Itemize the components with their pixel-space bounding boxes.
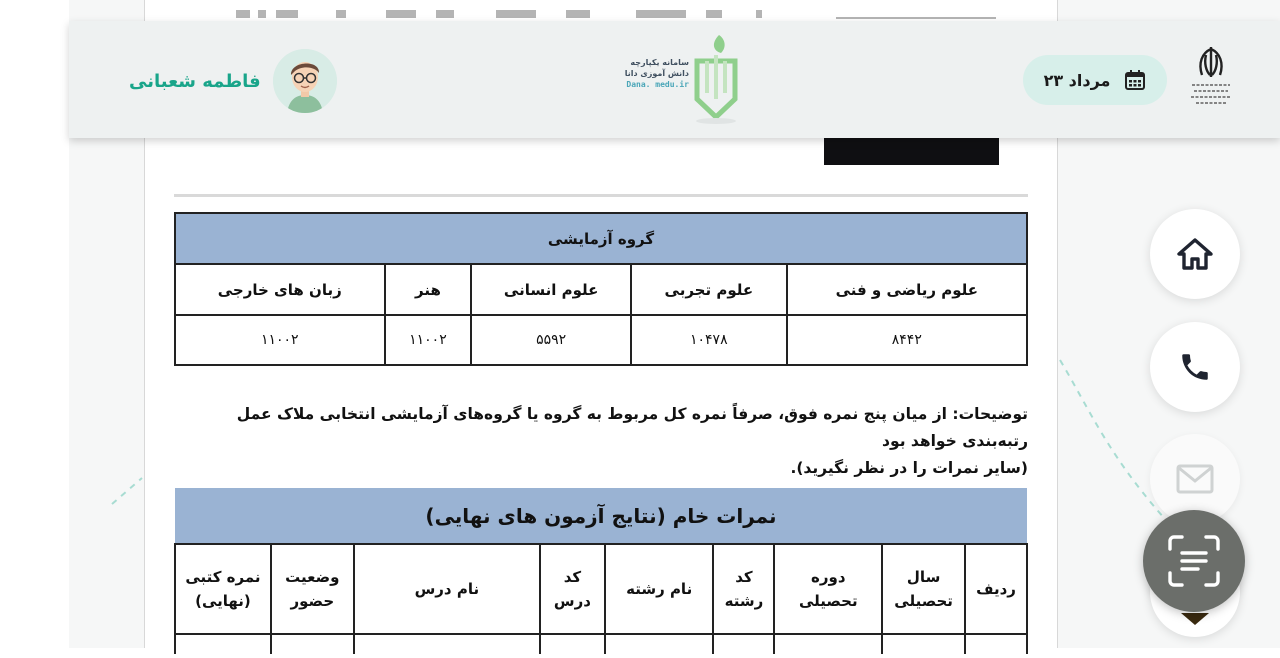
emblem-icon (1186, 45, 1236, 107)
table-cell: ۵۵۹۲ (471, 315, 631, 365)
phone-icon (1178, 350, 1212, 384)
user-name: فاطمه شعبانی (129, 70, 261, 92)
table-cell: ۱۰۴۷۸ (631, 315, 787, 365)
column-header: دوره تحصیلی (774, 544, 882, 634)
date-text: ۲۳ مرداد (1043, 70, 1111, 90)
column-header: کد درس (540, 544, 605, 634)
description-note: توضیحات: از میان پنج نمره فوق، صرفاً نمره کل مربوط به گروه یا گروه‌های آزمایشی انتخابی ملاک عمل رتبه‌بندی خواهد بود (سایر نمرات را در نظر نگیرید). (236, 405, 1028, 477)
table-caption: نمرات خام (نتایج آزمون های نهایی) (175, 488, 1027, 544)
column-header: علوم تجربی (631, 264, 787, 315)
column-header: کد رشته (713, 544, 774, 634)
calendar-icon (1124, 69, 1146, 91)
table-cell: ۱۱۰۰۲ (385, 315, 472, 365)
date-badge[interactable] (1023, 55, 1167, 105)
column-header: نمره کتبی (نهایی) (175, 544, 271, 634)
avatar[interactable] (273, 49, 337, 113)
column-header: ردیف (965, 544, 1027, 634)
scan-text-icon (1166, 533, 1222, 589)
table-row (175, 315, 1027, 365)
column-header: وضعیت حضور (271, 544, 354, 634)
exam-groups-table (174, 212, 1028, 366)
table-row (175, 634, 1027, 654)
divider (174, 194, 1028, 197)
mail-icon (1176, 464, 1214, 494)
raw-scores-table (174, 488, 1028, 654)
column-header: سال تحصیلی (882, 544, 965, 634)
pencil-logo-icon (691, 33, 741, 125)
table-header-row (175, 544, 1027, 634)
table-header-row (175, 264, 1027, 315)
logo-text: سامانه یکپارچه دانش آموزی دانا Dana. medu.ir (624, 58, 689, 89)
column-header: نام درس (354, 544, 540, 634)
table-cell: ۸۴۴۲ (787, 315, 1027, 365)
table-caption: گروه آزمایشی (175, 213, 1027, 264)
phone-button[interactable] (1150, 322, 1240, 412)
home-icon (1177, 237, 1213, 271)
dana-logo[interactable] (617, 31, 742, 129)
column-header: علوم ریاضی و فنی (787, 264, 1027, 315)
column-header: هنر (385, 264, 472, 315)
cut-off-text-row (236, 8, 1006, 20)
scan-text-button[interactable] (1143, 510, 1245, 612)
user-profile[interactable] (129, 48, 337, 114)
column-header: نام رشته (605, 544, 714, 634)
column-header: زبان های خارجی (175, 264, 385, 315)
ministry-emblem (1186, 45, 1236, 107)
table-cell: ۱۱۰۰۲ (175, 315, 385, 365)
home-button[interactable] (1150, 209, 1240, 299)
column-header: علوم انسانی (471, 264, 631, 315)
redacted-block (824, 134, 999, 165)
app-header (69, 21, 1280, 138)
